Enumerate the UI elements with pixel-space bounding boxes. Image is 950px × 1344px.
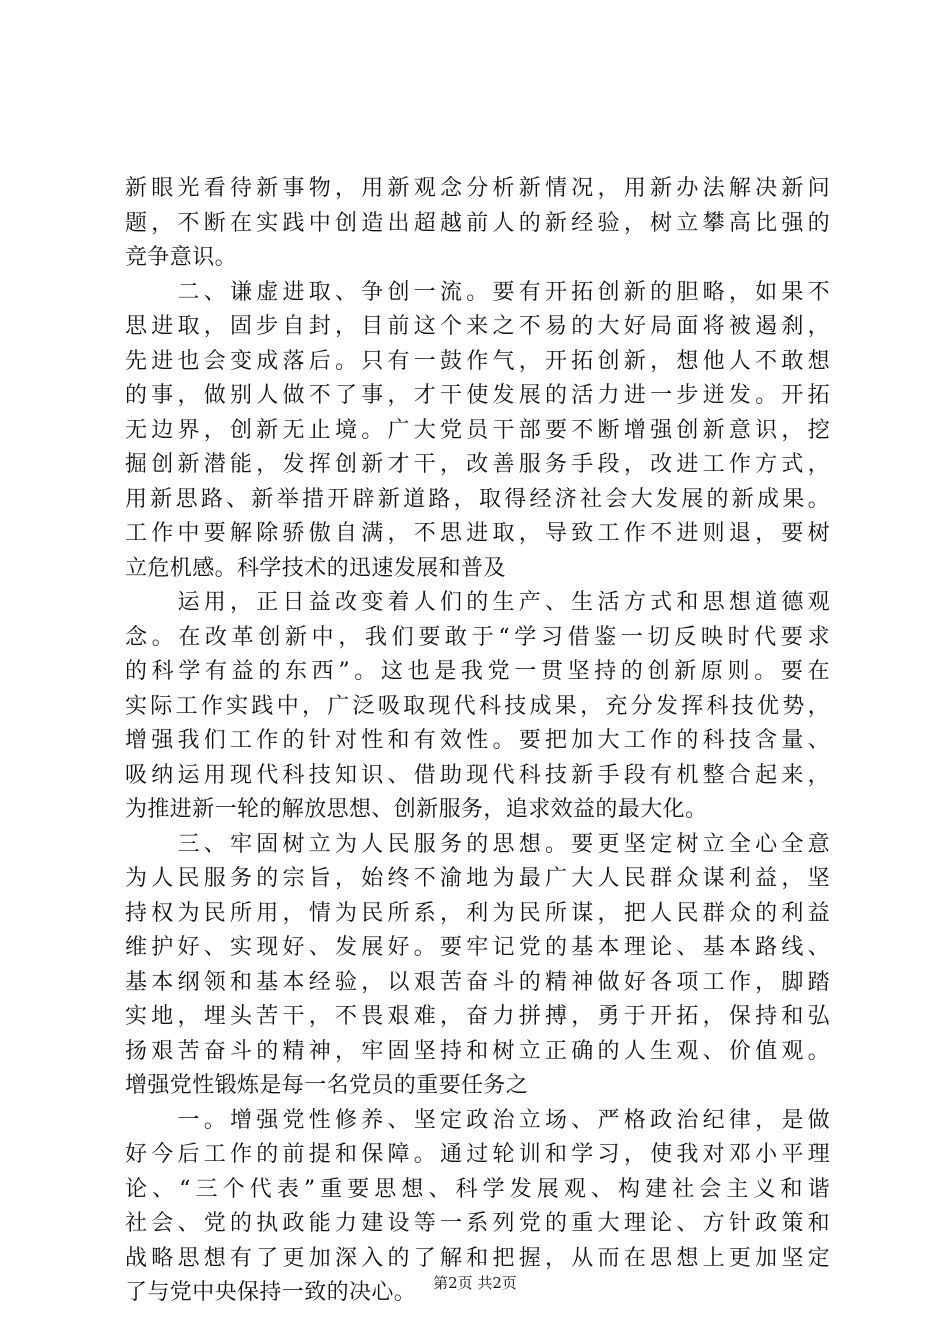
text-line: 实际工作实践中，广泛吸取现代科技成果，充分发挥科技优势， — [125, 693, 830, 719]
text-line: 好今后工作的前提和保障。通过轮训和学习，使我对邓小平理 — [125, 1142, 830, 1167]
page-footer: 第2页 共2页 — [433, 1274, 517, 1292]
text-line: 的事，做别人做不了事，才干使发展的活力进一步迸发。开拓 — [125, 383, 830, 408]
text-line: 竞争意识。 — [125, 245, 238, 270]
text-line: 为人民服务的宗旨，始终不渝地为最广大人民群众谋利益，坚 — [125, 866, 830, 891]
text-line: 吸纳运用现代科技知识、借助现代科技新手段有机整合起来， — [125, 762, 830, 788]
text-line: 新眼光看待新事物，用新观念分析新情况，用新办法解决新问 — [125, 176, 830, 201]
text-line: 论、“三个代表”重要思想、科学发展观、构建社会主义和谐 — [125, 1176, 830, 1202]
document-body — [125, 172, 830, 1311]
text-line: 为推进新一轮的解放思想、创新服务，追求效益的最大化。 — [125, 797, 708, 822]
text-line: 维护好、实现好、发展好。要牢记党的基本理论、基本路线、 — [125, 935, 830, 960]
text-line: 思进取，固步自封，目前这个来之不易的大好局面将被遏刹， — [125, 314, 830, 339]
text-line: 扬艰苦奋斗的精神，牢固坚持和树立正确的人生观、价值观。 — [125, 1038, 830, 1064]
text-line: 用新思路、新举措开辟新道路，取得经济社会大发展的新成果。 — [125, 486, 830, 512]
text-line: 一。增强党性修养、坚定政治立场、严格政治纪律，是做 — [125, 1107, 830, 1133]
text-line: 工作中要解除骄傲自满，不思进取，导致工作不进则退，要树 — [125, 521, 830, 546]
text-line: 三、牢固树立为人民服务的思想。要更坚定树立全心全意 — [125, 831, 830, 857]
text-line: 基本纲领和基本经验，以艰苦奋斗的精神做好各项工作，脚踏 — [125, 969, 830, 995]
text-line: 的科学有益的东西”。这也是我党一贯坚持的创新原则。要在 — [125, 659, 830, 684]
text-line: 二、谦虚进取、争创一流。要有开拓创新的胆略，如果不 — [125, 279, 830, 305]
text-line: 实地，埋头苦干，不畏艰难，奋力拼搏，勇于开拓，保持和弘 — [125, 1004, 830, 1029]
text-line: 先进也会变成落后。只有一鼓作气，开拓创新，想他人不敢想 — [125, 348, 830, 374]
text-line: 战略思想有了更加深入的了解和把握，从而在思想上更加坚定 — [125, 1245, 830, 1271]
text-line: 题，不断在实践中创造出超越前人的新经验，树立攀高比强的 — [125, 210, 830, 236]
text-line: 掘创新潜能，发挥创新才干，改善服务手段，改进工作方式， — [125, 452, 830, 477]
text-line: 持权为民所用，情为民所系，利为民所谋，把人民群众的利益 — [125, 900, 830, 926]
text-line: 运用，正日益改变着人们的生产、生活方式和思想道德观 — [125, 590, 830, 615]
text-line: 增强我们工作的针对性和有效性。要把加大工作的科技含量、 — [125, 728, 830, 753]
text-line: 增强党性锻炼是每一名党员的重要任务之 — [125, 1073, 529, 1098]
text-line: 立危机感。科学技术的迅速发展和普及 — [125, 555, 506, 581]
text-line: 无边界，创新无止境。广大党员干部要不断增强创新意识，挖 — [125, 417, 830, 443]
text-line: 社会、党的执政能力建设等一系列党的重大理论、方针政策和 — [125, 1211, 830, 1236]
text-line: 念。在改革创新中，我们要敢于“学习借鉴一切反映时代要求 — [125, 624, 830, 650]
text-line: 了与党中央保持一致的决心。 — [125, 1280, 417, 1305]
